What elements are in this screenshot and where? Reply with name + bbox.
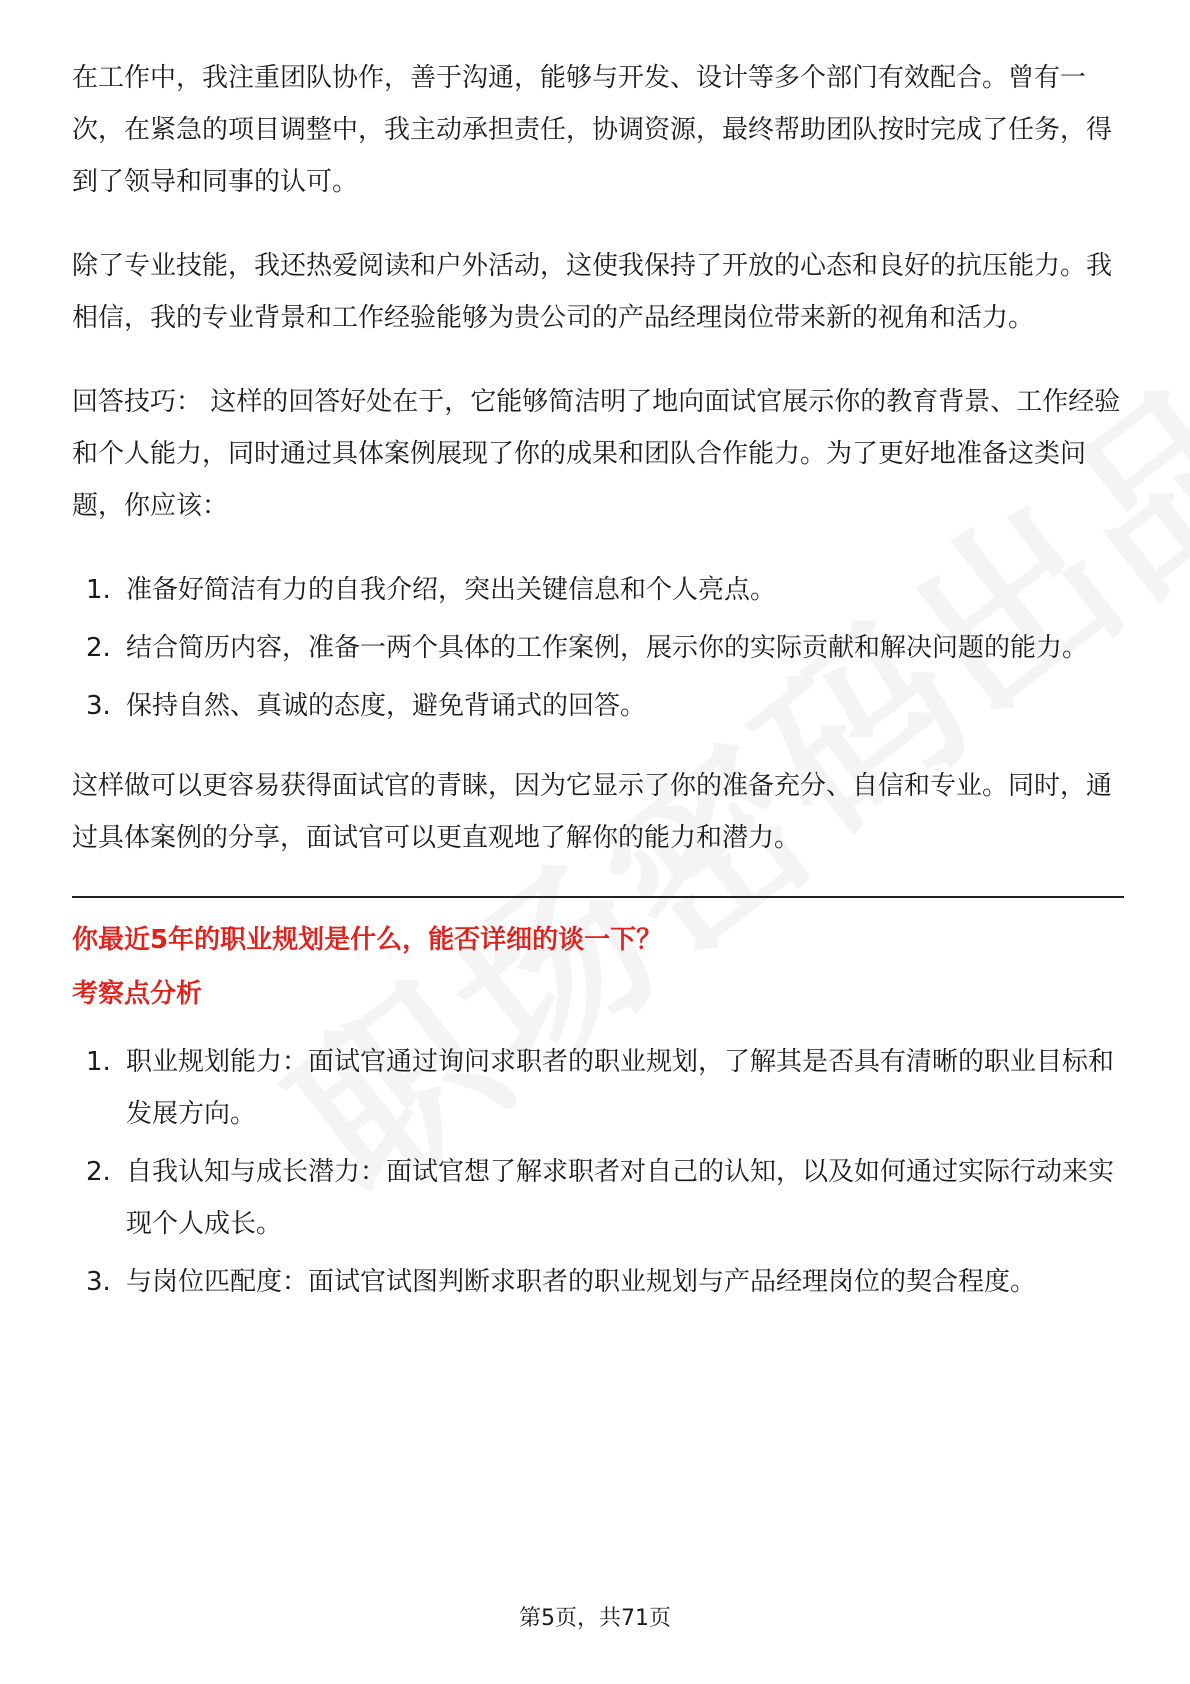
list-item [72,1036,1124,1140]
list-number: 1. [86,575,111,605]
question-heading: 你最近5年的职业规划是什么，能否详细的谈一下？ [72,925,663,955]
section-divider [72,896,1124,898]
list-item [72,1146,1124,1250]
page-number: 第5页，共71页 [519,1606,671,1631]
tips-list [72,564,1124,732]
list-number: 3. [86,691,111,721]
list-text: 准备好简洁有力的自我介绍，突出关键信息和个人亮点。 [126,575,777,605]
list-number: 1. [86,1047,111,1077]
list-item [72,1256,1124,1308]
analysis-list [72,1036,1124,1308]
page-content [72,52,1124,1336]
list-text: 与岗位匹配度：面试官试图判断求职者的职业规划与产品经理岗位的契合程度。 [126,1267,1037,1297]
list-text: 结合简历内容，准备一两个具体的工作案例，展示你的实际贡献和解决问题的能力。 [126,633,1089,663]
list-text: 职业规划能力：面试官通过询问求职者的职业规划，了解其是否具有清晰的职业目标和发展方向。 [126,1047,1115,1129]
list-text: 保持自然、真诚的态度，避免背诵式的回答。 [126,691,647,721]
analysis-heading: 考察点分析 [72,979,203,1009]
list-item [72,680,1124,732]
list-number: 3. [86,1267,111,1297]
paragraph-answer-tips: 回答技巧： 这样的回答好处在于，它能够简洁明了地向面试官展示你的教育背景、工作经验和个人能力，同时通过具体案例展现了你的成果和团队合作能力。为了更好地准备这类问题，你应该： [72,387,1121,521]
paragraph-hobbies: 除了专业技能，我还热爱阅读和户外活动，这使我保持了开放的心态和良好的抗压能力。我相信，我的专业背景和工作经验能够为贵公司的产品经理岗位带来新的视角和活力。 [72,251,1113,333]
list-text: 自我认知与成长潜力：面试官想了解求职者对自己的认知，以及如何通过实际行动来实现个人成长。 [126,1157,1115,1239]
list-item [72,564,1124,616]
list-number: 2. [86,1157,111,1187]
list-item [72,622,1124,674]
paragraph-teamwork: 在工作中，我注重团队协作，善于沟通，能够与开发、设计等多个部门有效配合。曾有一次，在紧急的项目调整中，我主动承担责任，协调资源，最终帮助团队按时完成了任务，得到了领导和同事的认可。 [72,63,1113,197]
paragraph-closing: 这样做可以更容易获得面试官的青睐，因为它显示了你的准备充分、自信和专业。同时，通过具体案例的分享，面试官可以更直观地了解你的能力和潜力。 [72,771,1113,853]
list-number: 2. [86,633,111,663]
